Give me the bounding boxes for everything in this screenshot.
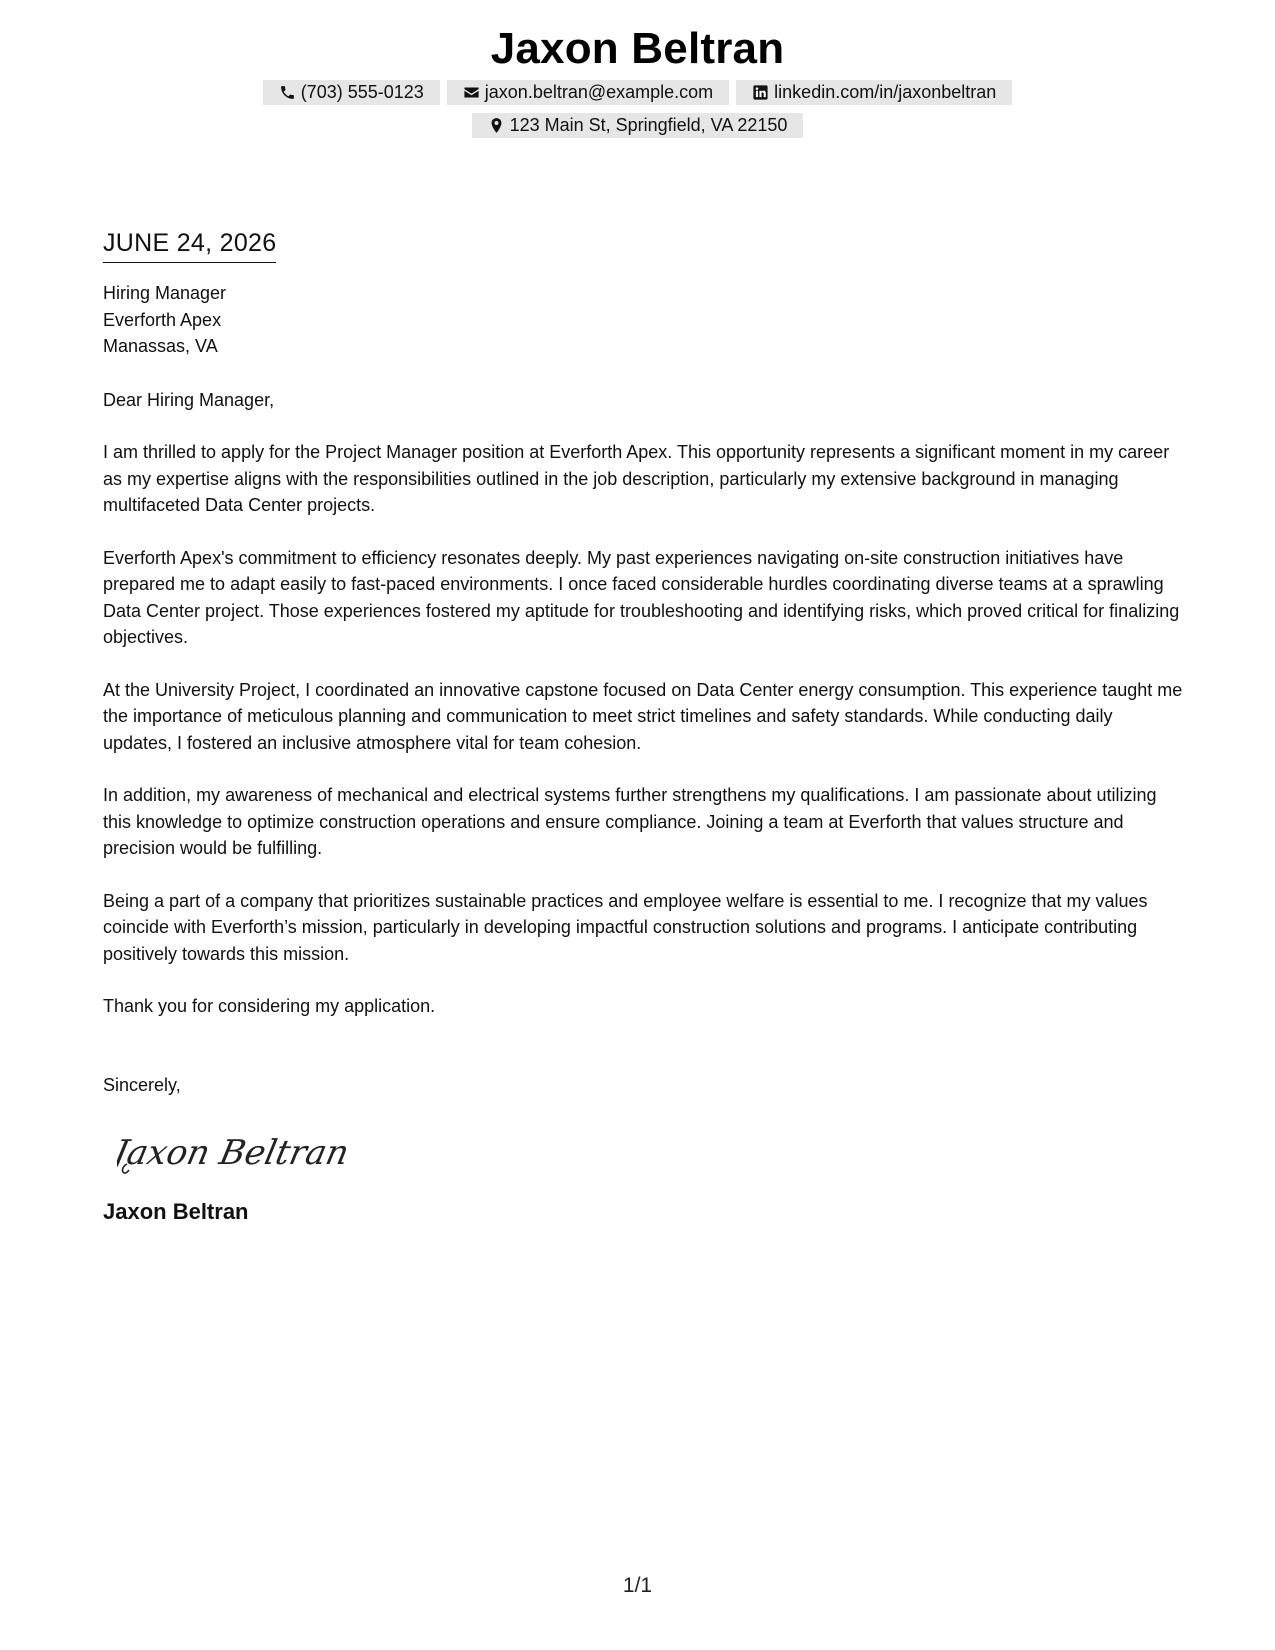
linkedin-text: linkedin.com/in/jaxonbeltran xyxy=(774,82,997,102)
address-text: 123 Main St, Springfield, VA 22150 xyxy=(509,115,788,135)
letter-header xyxy=(0,22,1275,138)
recipient-line: Everforth Apex xyxy=(103,309,222,330)
email-text: jaxon.beltran@example.com xyxy=(484,82,714,102)
envelope-icon xyxy=(463,84,480,101)
handwritten-signature xyxy=(117,1120,1183,1184)
body-paragraph: Everforth Apex's commitment to efficiency resonates deeply. My past experiences navigating on-site construction initiatives have prepared me to adapt easily to fast-paced environments. I once faced considerable hurdles coordinating diverse teams at a sprawling Data Center project. Those experiences fostered my aptitude for troubleshooting and identifying risks, which proved critical for finalizing objectives. xyxy=(103,547,1180,647)
body-paragraph: At the University Project, I coordinated an innovative capstone focused on Data Center energy consumption. This experience taught me the importance of meticulous planning and communication to meet strict timelines and safety standards. While conducting daily updates, I fostered an inclusive atmosphere vital for team cohesion. xyxy=(103,679,1183,753)
page-number: 1/1 xyxy=(622,1574,653,1597)
body-paragraph: I am thrilled to apply for the Project Manager position at Everforth Apex. This opportunity represents a significant moment in my career as my expertise aligns with the responsibilities outlined in the job description, particularly my extensive background in managing multifaceted Data Center projects. xyxy=(103,442,1170,515)
body-paragraph: In addition, my awareness of mechanical and electrical systems further strengthens my qualifications. I am passionate about utilizing this knowledge to optimize construction operations and ensure compliance. Joining a team at Everforth that values structure and precision would be fulfilling. xyxy=(103,785,1157,858)
phone-text: (703) 555-0123 xyxy=(300,82,424,102)
linkedin-icon xyxy=(752,84,769,101)
greeting: Dear Hiring Manager, xyxy=(103,389,275,410)
phone-chip xyxy=(263,80,440,105)
linkedin-chip xyxy=(736,80,1012,105)
recipient-line: Hiring Manager xyxy=(103,283,227,303)
closing-line: Thank you for considering my application. xyxy=(103,996,436,1016)
svg-text:Jaxon Beltran: Jaxon Beltran xyxy=(117,1133,353,1173)
letter-body xyxy=(103,226,1183,1226)
signoff: Sincerely, xyxy=(103,1074,181,1095)
applicant-name: Jaxon Beltran xyxy=(490,24,785,73)
phone-icon xyxy=(279,84,296,101)
address-chip xyxy=(472,113,804,138)
body-paragraph: Being a part of a company that prioritizes sustainable practices and employee welfare is essential to me. I recognize that my values coincide with Everforth’s mission, particularly in developing impactful construction solutions and programs. I anticipate contributing positively towards this mission. xyxy=(103,890,1148,964)
recipient-block xyxy=(103,280,1183,360)
letter-date: JUNE 24, 2026 xyxy=(103,226,276,263)
signer-name: Jaxon Beltran xyxy=(103,1199,249,1224)
address-row xyxy=(0,113,1275,138)
contact-row xyxy=(0,80,1275,105)
email-chip xyxy=(447,80,729,105)
map-pin-icon xyxy=(488,117,505,134)
recipient-line: Manassas, VA xyxy=(103,336,218,356)
